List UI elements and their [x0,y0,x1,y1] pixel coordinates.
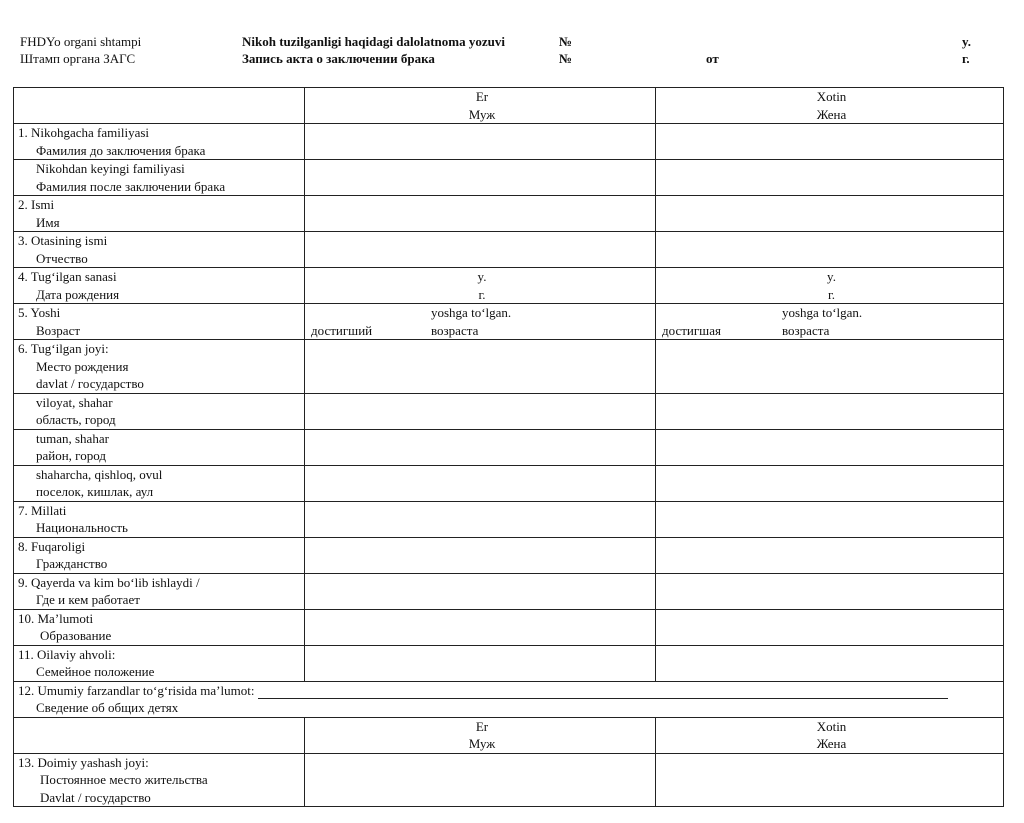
table-row [14,232,1004,268]
row-label: 6. Tug‘ilgan joyi: Место рождения davlat / государство [14,340,305,394]
table-row [14,160,1004,196]
husband-age-field[interactable]: yoshga to‘lgan. достигший возраста [305,304,656,340]
row-label: 4. Tug‘ilgan sanasi Дата рождения [14,268,305,304]
number-sign-ru: № [559,51,573,66]
year-suffix-ru: г. [962,51,970,66]
row-label: 3. Otasining ismi Отчество [14,232,305,268]
row-label: 10. Ma’lumoti Образование [14,609,305,645]
row-label: viloyat, shahar область, город [14,393,305,429]
row-label: 5. Yoshi Возраст [14,304,305,340]
wife-residence-country-field[interactable] [656,753,1004,807]
husband-patronymic-field[interactable] [305,232,656,268]
row-label: 2. Ismi Имя [14,196,305,232]
table-row [14,753,1004,807]
wife-patronymic-field[interactable] [656,232,1004,268]
table-row [14,268,1004,304]
wife-education-field[interactable] [656,609,1004,645]
row-label: tuman, shahar район, город [14,429,305,465]
husband-surname-after-field[interactable] [305,160,656,196]
common-children-line [258,684,948,699]
table-header-row-repeat [14,717,1004,753]
table-row [14,393,1004,429]
common-children-field[interactable]: 12. Umumiy farzandlar to‘g‘risida ma’lumot: Сведение об общих детях [14,681,1004,717]
husband-birth-country-field[interactable] [305,340,656,394]
table-row [14,124,1004,160]
husband-birth-region-field[interactable] [305,393,656,429]
wife-citizenship-field[interactable] [656,537,1004,573]
table-row [14,501,1004,537]
marriage-record-table [13,87,1004,807]
table-row [14,537,1004,573]
table-row [14,196,1004,232]
husband-marital-status-field[interactable] [305,645,656,681]
row-label: 1. Nikohgacha familiyasi Фамилия до заключения брака [14,124,305,160]
row-label: Nikohdan keyingi familiyasi Фамилия после заключении брака [14,160,305,196]
wife-birthdate-field[interactable]: y. г. [656,268,1004,304]
husband-birth-village-field[interactable] [305,465,656,501]
common-children-row [14,681,1004,717]
form-header [20,34,980,74]
stamp-label-ru: Штамп органа ЗАГС [20,51,136,66]
table-row [14,465,1004,501]
row-label: 7. Millati Национальность [14,501,305,537]
year-suffix-uz: y. [962,34,972,49]
table-row [14,645,1004,681]
row-label: 9. Qayerda va kim bo‘lib ishlaydi / Где и кем работает [14,573,305,609]
wife-column-header-repeat: Xotin Жена [656,717,1004,753]
form-title-ru: Запись акта о заключении брака [242,51,435,66]
wife-name-field[interactable] [656,196,1004,232]
husband-birthdate-field[interactable]: y. г. [305,268,656,304]
wife-surname-after-field[interactable] [656,160,1004,196]
wife-work-field[interactable] [656,573,1004,609]
husband-education-field[interactable] [305,609,656,645]
husband-column-header: Er Муж [305,88,656,124]
husband-residence-country-field[interactable] [305,753,656,807]
date-from-label: от [706,51,719,66]
row-label: shaharcha, qishloq, ovul поселок, кишлак, аул [14,465,305,501]
husband-surname-before-field[interactable] [305,124,656,160]
husband-column-header-repeat: Er Муж [305,717,656,753]
table-row [14,304,1004,340]
wife-birth-district-field[interactable] [656,429,1004,465]
wife-column-header: Xotin Жена [656,88,1004,124]
table-header-row [14,88,1004,124]
form-title-uz: Nikoh tuzilganligi haqidagi dalolatnoma yozuvi [242,34,505,49]
husband-nationality-field[interactable] [305,501,656,537]
husband-work-field[interactable] [305,573,656,609]
table-row [14,429,1004,465]
number-sign-uz: № [559,34,573,49]
husband-citizenship-field[interactable] [305,537,656,573]
wife-birth-village-field[interactable] [656,465,1004,501]
wife-marital-status-field[interactable] [656,645,1004,681]
stamp-label-uz: FHDYo organi shtampi [20,34,142,49]
wife-nationality-field[interactable] [656,501,1004,537]
husband-name-field[interactable] [305,196,656,232]
table-row [14,573,1004,609]
table-row [14,340,1004,394]
wife-surname-before-field[interactable] [656,124,1004,160]
husband-birth-district-field[interactable] [305,429,656,465]
wife-birth-country-field[interactable] [656,340,1004,394]
row-label: 11. Oilaviy ahvoli: Семейное положение [14,645,305,681]
table-row [14,609,1004,645]
wife-age-field[interactable]: yoshga to‘lgan. достигшая возраста [656,304,1004,340]
row-label: 13. Doimiy yashash joyi: Постоянное место жительства Davlat / государство [14,753,305,807]
row-label: 8. Fuqaroligi Гражданство [14,537,305,573]
wife-birth-region-field[interactable] [656,393,1004,429]
